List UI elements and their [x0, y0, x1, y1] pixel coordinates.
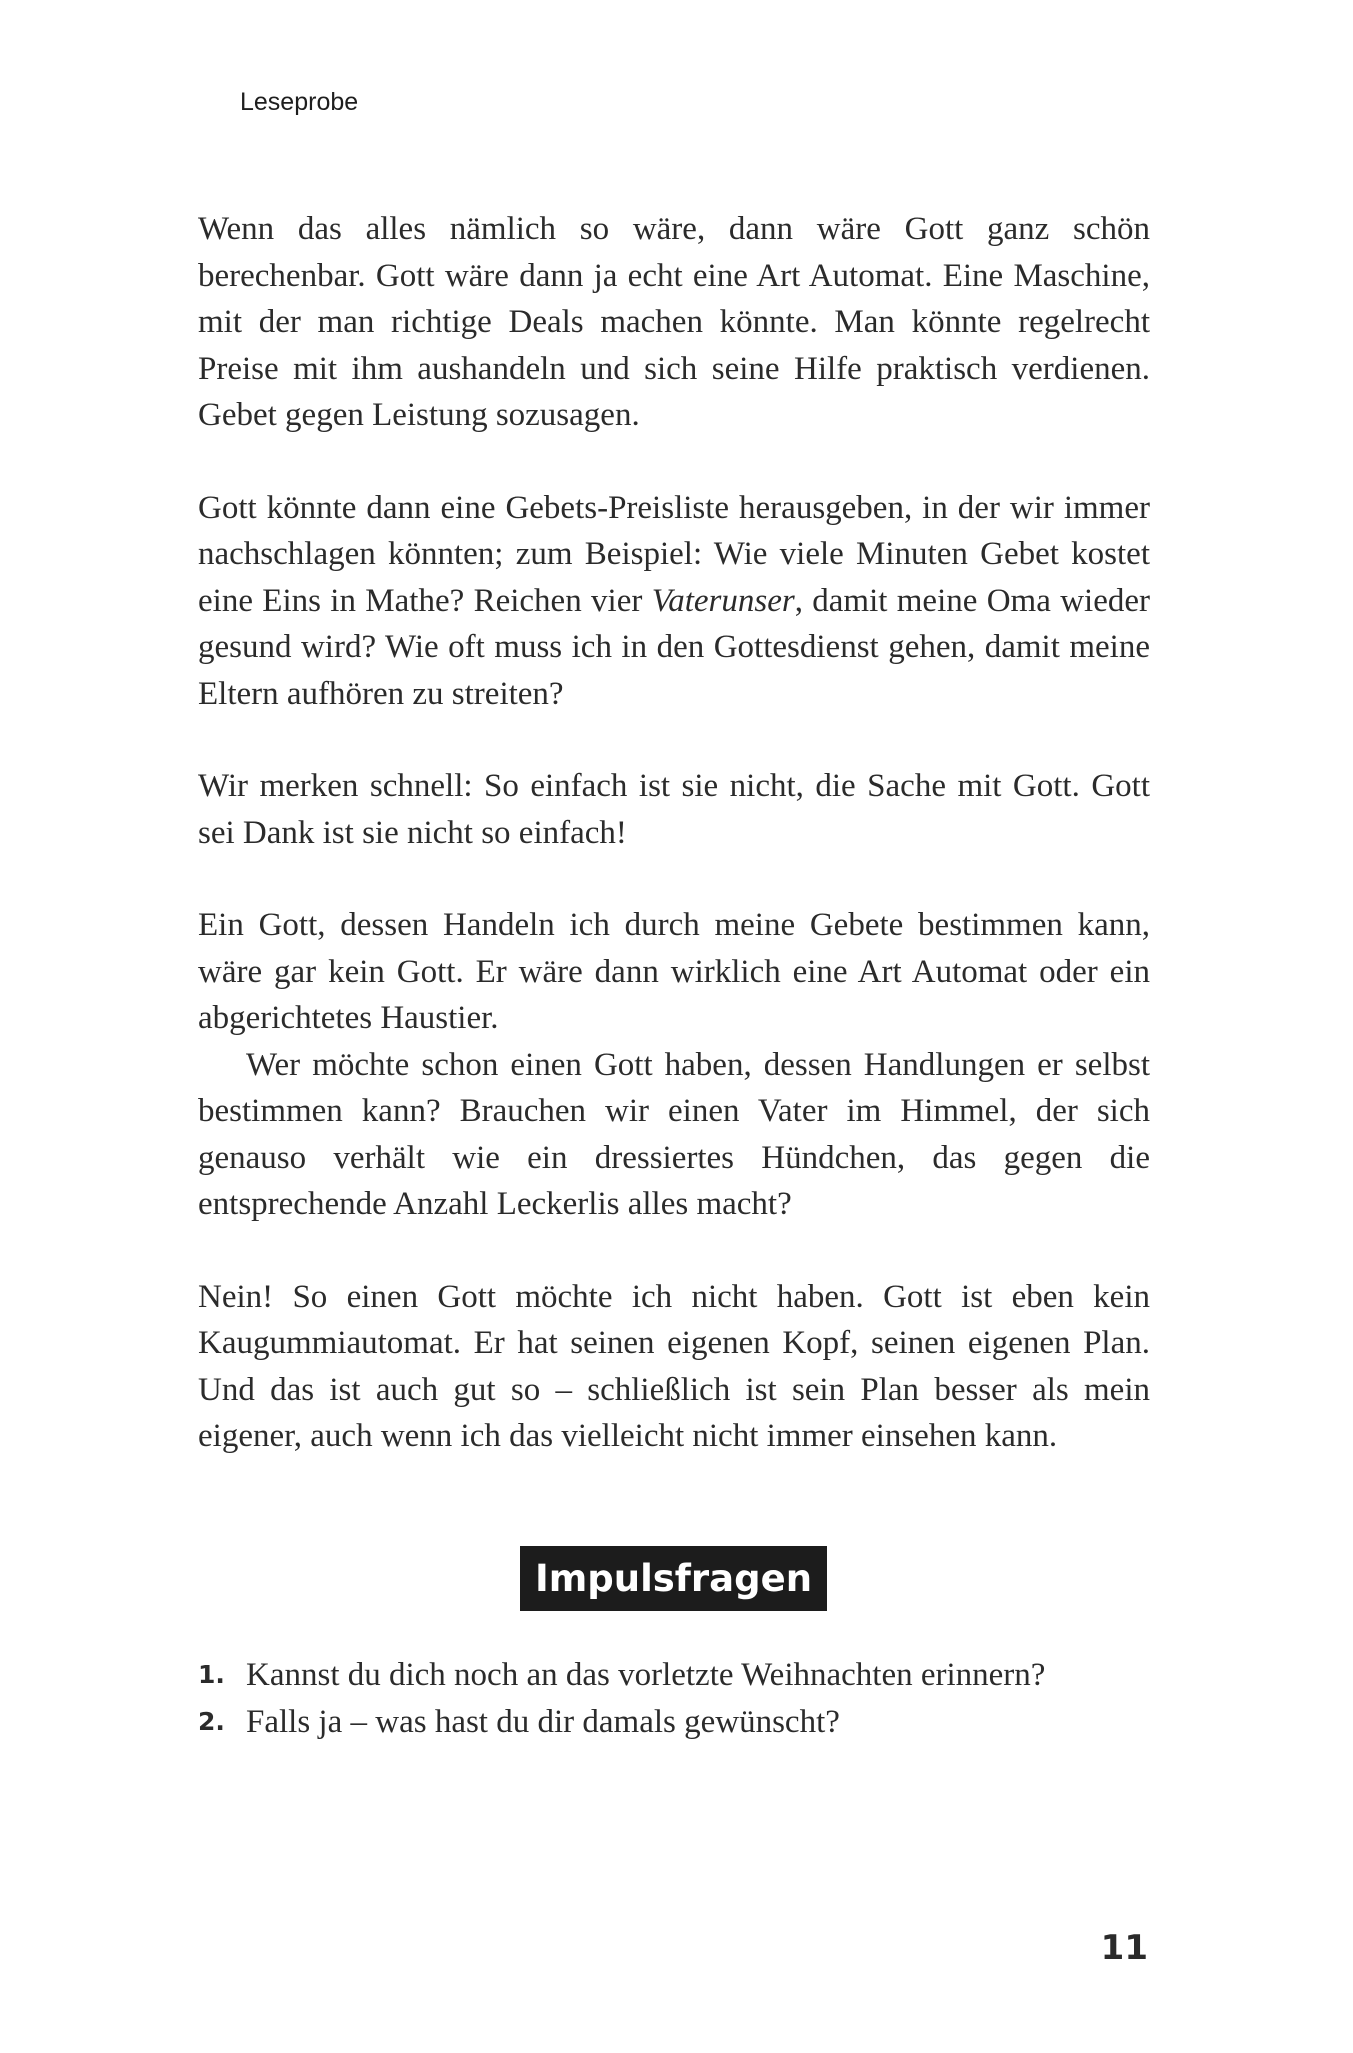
paragraph-nicht-einfach: Wir merken schnell: So einfach ist sie nicht, die Sache mit Gott. Gott sei Dank ist sie nicht so einfach! — [198, 768, 1150, 851]
section-heading: Impulsfragen — [520, 1546, 827, 1611]
question-list — [198, 1652, 1150, 1745]
paragraph-automat: Wenn das alles nämlich so wäre, dann wäre Gott ganz schön berechenbar. Gott wäre dann ja echt eine Art Automat. Eine Maschine, mit der man richtige Deals machen könnte. Man könnte regelrecht Preise mit ihm aushandeln und sich seine Hilfe praktisch verdienen. Gebet gegen Leistung sozusagen. — [198, 211, 1150, 433]
paragraph-huendchen: Wer möchte schon einen Gott haben, dessen Handlungen er selbst bestimmen kann? Brauchen wir einen Vater im Himmel, der sich genauso verhält wie ein dressiertes Hündchen, das gegen die entsprechende Anzahl Leckerlis alles macht? — [198, 1046, 1150, 1222]
paragraph-kaugummiautomat: Nein! So einen Gott möchte ich nicht haben. Gott ist eben kein Kaugummiautomat. Er hat seinen eigenen Kopf, seinen eigenen Plan. Und das ist auch gut so – schließlich ist sein Plan besser als mein eigener, auch wenn ich das vielleicht nicht immer einsehen kann. — [198, 1278, 1150, 1454]
question-text: Kannst du dich noch an das vorletzte Weihnachten erinnern? — [246, 1657, 1046, 1693]
question-number: 1. — [198, 1660, 225, 1689]
question-text: Falls ja – was hast du dir damals gewünscht? — [246, 1703, 840, 1740]
list-item — [198, 1699, 1150, 1746]
question-number: 2. — [198, 1706, 225, 1736]
paragraph-preisliste-end: , damit meine Oma wieder gesund wird? Wie oft muss ich in den Gottesdienst gehen, damit meine Eltern aufhören zu streiten? — [198, 582, 1150, 712]
page-number: 11 — [1100, 1928, 1148, 1968]
running-header: Leseprobe — [240, 88, 359, 116]
paragraph-preisliste — [198, 485, 1150, 718]
list-item — [198, 1652, 1150, 1699]
vaterunser-term: Vaterunser — [651, 582, 795, 619]
paragraph-preisliste-start: Gott könnte dann eine Gebets-Preisliste herausgeben, in der wir immer nachschlagen könnten; zum Beispiel: Wie viele Minuten Gebet kostet eine Eins in Mathe? Reichen vier — [198, 489, 1150, 619]
paragraph-kein-gott: Ein Gott, dessen Handeln ich durch meine Gebete bestimmen kann, wäre gar kein Gott. Er wäre dann wirklich eine Art Automat oder ein abgerichtetes Haustier. — [198, 907, 1150, 1036]
body-text — [198, 206, 1150, 1506]
